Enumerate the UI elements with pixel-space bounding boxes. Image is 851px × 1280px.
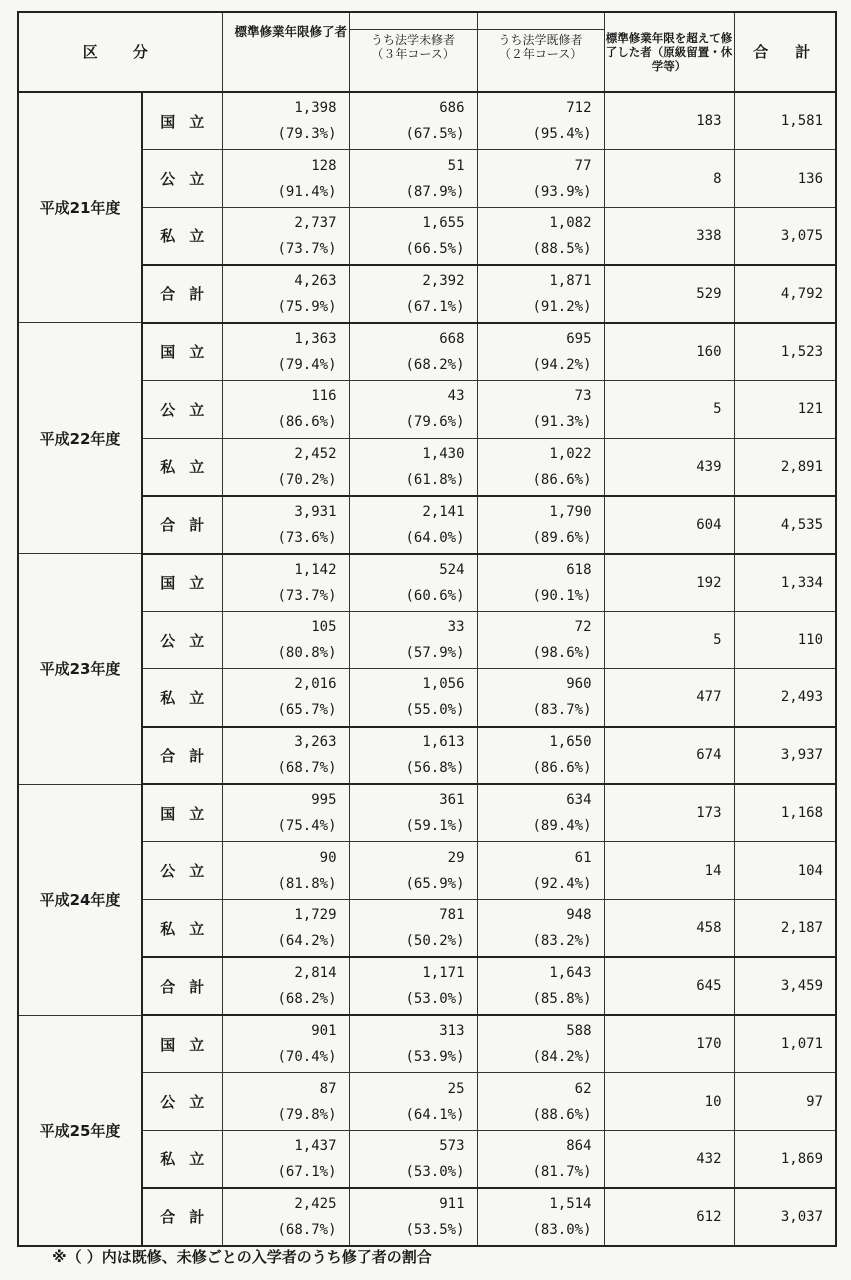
studied-cell — [477, 1073, 604, 1131]
unstudied-count: 781 — [439, 907, 465, 924]
table-row — [18, 92, 836, 150]
unstudied-percent: (55.0%) — [405, 702, 465, 719]
school-type: 公立 — [142, 611, 222, 669]
studied-percent: (86.6%) — [532, 760, 592, 777]
over-count: 674 — [604, 727, 734, 785]
unstudied-cell — [349, 1073, 477, 1131]
standard-count: 2,814 — [294, 965, 337, 982]
unstudied-cell — [349, 207, 477, 265]
school-type: 私立 — [142, 669, 222, 727]
studied-cell — [477, 207, 604, 265]
unstudied-cell — [349, 496, 477, 554]
standard-cell — [222, 727, 349, 785]
unstudied-percent: (67.5%) — [405, 126, 465, 143]
header-total: 合 計 — [734, 12, 836, 92]
unstudied-count: 1,171 — [422, 965, 465, 982]
header-standard: 標準修業年限修了者 — [222, 12, 349, 92]
standard-cell — [222, 92, 349, 150]
school-type: 合計 — [142, 496, 222, 554]
standard-cell — [222, 1130, 349, 1188]
unstudied-percent: (50.2%) — [405, 933, 465, 950]
studied-cell — [477, 323, 604, 381]
standard-count: 2,452 — [294, 445, 337, 462]
school-type: 国立 — [142, 1015, 222, 1073]
school-type: 公立 — [142, 842, 222, 900]
unstudied-count: 33 — [447, 619, 465, 636]
school-type: 合計 — [142, 265, 222, 323]
over-count: 604 — [604, 496, 734, 554]
over-count: 529 — [604, 265, 734, 323]
studied-cell — [477, 842, 604, 900]
school-type: 合計 — [142, 1188, 222, 1246]
unstudied-count: 1,613 — [422, 734, 465, 751]
unstudied-percent: (64.1%) — [405, 1106, 465, 1123]
studied-percent: (83.7%) — [532, 702, 592, 719]
unstudied-cell — [349, 611, 477, 669]
standard-cell — [222, 265, 349, 323]
standard-count: 105 — [311, 619, 337, 636]
studied-cell — [477, 900, 604, 958]
standard-percent: (64.2%) — [277, 933, 337, 950]
school-type: 公立 — [142, 380, 222, 438]
unstudied-percent: (64.0%) — [405, 529, 465, 546]
studied-cell — [477, 92, 604, 150]
studied-count: 1,082 — [549, 214, 592, 231]
unstudied-count: 668 — [439, 330, 465, 347]
standard-count: 128 — [311, 157, 337, 174]
unstudied-cell — [349, 784, 477, 842]
studied-cell — [477, 1188, 604, 1246]
studied-count: 72 — [574, 619, 592, 636]
unstudied-count: 573 — [439, 1137, 465, 1154]
unstudied-count: 1,430 — [422, 445, 465, 462]
year-label: 平成24年度 — [18, 784, 142, 1015]
standard-cell — [222, 207, 349, 265]
studied-percent: (98.6%) — [532, 645, 592, 662]
standard-count: 4,263 — [294, 272, 337, 289]
studied-count: 77 — [574, 157, 592, 174]
standard-cell — [222, 784, 349, 842]
unstudied-percent: (67.1%) — [405, 298, 465, 315]
unstudied-count: 29 — [447, 849, 465, 866]
studied-count: 588 — [566, 1023, 592, 1040]
total-count: 136 — [734, 150, 836, 208]
total-count: 2,891 — [734, 438, 836, 496]
total-count: 2,187 — [734, 900, 836, 958]
school-type: 国立 — [142, 554, 222, 612]
standard-percent: (65.7%) — [277, 702, 337, 719]
standard-percent: (68.2%) — [277, 991, 337, 1008]
standard-count: 995 — [311, 792, 337, 809]
standard-count: 901 — [311, 1023, 337, 1040]
unstudied-cell — [349, 900, 477, 958]
header-unstudied-label: うち法学未修者 — [371, 33, 456, 47]
total-count: 4,535 — [734, 496, 836, 554]
unstudied-count: 1,056 — [422, 676, 465, 693]
unstudied-percent: (59.1%) — [405, 818, 465, 835]
unstudied-count: 313 — [439, 1023, 465, 1040]
school-type: 私立 — [142, 438, 222, 496]
standard-cell — [222, 554, 349, 612]
total-count: 104 — [734, 842, 836, 900]
standard-percent: (73.7%) — [277, 240, 337, 257]
studied-count: 695 — [566, 330, 592, 347]
studied-percent: (95.4%) — [532, 126, 592, 143]
unstudied-cell — [349, 957, 477, 1015]
studied-percent: (89.4%) — [532, 818, 592, 835]
studied-count: 1,871 — [549, 272, 592, 289]
school-type: 合計 — [142, 727, 222, 785]
header-studied-label: うち法学既修者 — [498, 33, 583, 47]
studied-percent: (91.3%) — [532, 414, 592, 431]
over-count: 5 — [604, 611, 734, 669]
studied-cell — [477, 1130, 604, 1188]
unstudied-percent: (65.9%) — [405, 875, 465, 892]
year-label: 平成21年度 — [18, 92, 142, 323]
standard-percent: (70.4%) — [277, 1049, 337, 1066]
standard-cell — [222, 1188, 349, 1246]
standard-percent: (68.7%) — [277, 1221, 337, 1238]
over-count: 432 — [604, 1130, 734, 1188]
total-count: 1,071 — [734, 1015, 836, 1073]
school-type: 国立 — [142, 784, 222, 842]
standard-count: 3,263 — [294, 734, 337, 751]
standard-percent: (73.7%) — [277, 587, 337, 604]
studied-percent: (91.2%) — [532, 298, 592, 315]
standard-cell — [222, 1073, 349, 1131]
over-count: 192 — [604, 554, 734, 612]
unstudied-percent: (79.6%) — [405, 414, 465, 431]
standard-percent: (68.7%) — [277, 760, 337, 777]
total-count: 4,792 — [734, 265, 836, 323]
unstudied-count: 43 — [447, 388, 465, 405]
total-count: 3,937 — [734, 727, 836, 785]
total-count: 1,168 — [734, 784, 836, 842]
unstudied-percent: (53.5%) — [405, 1221, 465, 1238]
header-studied-sub: （２年コース） — [498, 47, 583, 61]
unstudied-cell — [349, 1130, 477, 1188]
studied-count: 73 — [574, 388, 592, 405]
unstudied-percent: (87.9%) — [405, 183, 465, 200]
studied-count: 712 — [566, 100, 592, 117]
studied-percent: (90.1%) — [532, 587, 592, 604]
over-count: 173 — [604, 784, 734, 842]
standard-count: 3,931 — [294, 503, 337, 520]
studied-count: 1,022 — [549, 445, 592, 462]
year-label: 平成25年度 — [18, 1015, 142, 1246]
studied-percent: (94.2%) — [532, 356, 592, 373]
standard-count: 90 — [319, 849, 337, 866]
studied-percent: (81.7%) — [532, 1163, 592, 1180]
standard-percent: (67.1%) — [277, 1163, 337, 1180]
over-count: 10 — [604, 1073, 734, 1131]
over-count: 458 — [604, 900, 734, 958]
unstudied-count: 911 — [439, 1195, 465, 1212]
standard-cell — [222, 611, 349, 669]
studied-percent: (84.2%) — [532, 1049, 592, 1066]
standard-percent: (70.2%) — [277, 471, 337, 488]
studied-count: 618 — [566, 561, 592, 578]
studied-count: 948 — [566, 907, 592, 924]
total-count: 1,523 — [734, 323, 836, 381]
standard-cell — [222, 900, 349, 958]
over-count: 14 — [604, 842, 734, 900]
total-count: 1,334 — [734, 554, 836, 612]
standard-cell — [222, 1015, 349, 1073]
unstudied-count: 1,655 — [422, 214, 465, 231]
unstudied-cell — [349, 669, 477, 727]
header-over: 標準修業年限を超えて修了した者（原級留置・休学等） — [604, 12, 734, 92]
studied-cell — [477, 265, 604, 323]
unstudied-cell — [349, 1015, 477, 1073]
over-count: 5 — [604, 380, 734, 438]
school-type: 私立 — [142, 207, 222, 265]
studied-percent: (88.6%) — [532, 1106, 592, 1123]
year-label: 平成22年度 — [18, 323, 142, 554]
unstudied-cell — [349, 438, 477, 496]
table-row — [18, 784, 836, 842]
unstudied-percent: (53.0%) — [405, 991, 465, 1008]
standard-percent: (75.4%) — [277, 818, 337, 835]
unstudied-cell — [349, 265, 477, 323]
standard-percent: (75.9%) — [277, 298, 337, 315]
standard-count: 2,016 — [294, 676, 337, 693]
total-count: 3,037 — [734, 1188, 836, 1246]
unstudied-count: 51 — [447, 157, 465, 174]
studied-cell — [477, 957, 604, 1015]
over-count: 183 — [604, 92, 734, 150]
over-count: 645 — [604, 957, 734, 1015]
standard-percent: (79.3%) — [277, 126, 337, 143]
standard-count: 2,425 — [294, 1195, 337, 1212]
over-count: 612 — [604, 1188, 734, 1246]
table-row — [18, 554, 836, 612]
standard-percent: (80.8%) — [277, 645, 337, 662]
unstudied-cell — [349, 727, 477, 785]
studied-cell — [477, 727, 604, 785]
table-row — [18, 323, 836, 381]
over-count: 439 — [604, 438, 734, 496]
unstudied-cell — [349, 842, 477, 900]
standard-cell — [222, 438, 349, 496]
unstudied-count: 686 — [439, 100, 465, 117]
standard-count: 116 — [311, 388, 337, 405]
unstudied-percent: (57.9%) — [405, 645, 465, 662]
school-type: 私立 — [142, 900, 222, 958]
unstudied-percent: (66.5%) — [405, 240, 465, 257]
studied-count: 1,650 — [549, 734, 592, 751]
school-type: 合計 — [142, 957, 222, 1015]
over-count: 160 — [604, 323, 734, 381]
studied-count: 1,643 — [549, 965, 592, 982]
total-count: 1,869 — [734, 1130, 836, 1188]
over-count: 170 — [604, 1015, 734, 1073]
unstudied-percent: (60.6%) — [405, 587, 465, 604]
table-row — [18, 1015, 836, 1073]
studied-cell — [477, 784, 604, 842]
studied-cell — [477, 150, 604, 208]
studied-cell — [477, 669, 604, 727]
studied-percent: (93.9%) — [532, 183, 592, 200]
unstudied-cell — [349, 150, 477, 208]
standard-percent: (86.6%) — [277, 414, 337, 431]
header-unstudied-sub: （３年コース） — [371, 47, 455, 61]
unstudied-count: 25 — [447, 1080, 465, 1097]
studied-percent: (83.2%) — [532, 933, 592, 950]
studied-percent: (85.8%) — [532, 991, 592, 1008]
standard-count: 1,437 — [294, 1137, 337, 1154]
total-count: 1,581 — [734, 92, 836, 150]
standard-count: 1,363 — [294, 330, 337, 347]
over-count: 8 — [604, 150, 734, 208]
standard-count: 87 — [319, 1080, 337, 1097]
total-count: 97 — [734, 1073, 836, 1131]
studied-count: 1,514 — [549, 1195, 592, 1212]
studied-count: 61 — [574, 849, 592, 866]
standard-cell — [222, 957, 349, 1015]
total-count: 3,075 — [734, 207, 836, 265]
total-count: 3,459 — [734, 957, 836, 1015]
unstudied-percent: (53.0%) — [405, 1163, 465, 1180]
total-count: 2,493 — [734, 669, 836, 727]
studied-percent: (86.6%) — [532, 471, 592, 488]
studied-count: 960 — [566, 676, 592, 693]
unstudied-cell — [349, 554, 477, 612]
standard-cell — [222, 323, 349, 381]
over-count: 477 — [604, 669, 734, 727]
standard-percent: (79.8%) — [277, 1106, 337, 1123]
studied-percent: (88.5%) — [532, 240, 592, 257]
unstudied-count: 524 — [439, 561, 465, 578]
studied-cell — [477, 1015, 604, 1073]
school-type: 公立 — [142, 1073, 222, 1131]
unstudied-count: 2,141 — [422, 503, 465, 520]
studied-count: 634 — [566, 792, 592, 809]
studied-percent: (89.6%) — [532, 529, 592, 546]
unstudied-percent: (61.8%) — [405, 471, 465, 488]
unstudied-count: 361 — [439, 792, 465, 809]
standard-count: 1,142 — [294, 561, 337, 578]
standard-cell — [222, 496, 349, 554]
total-count: 121 — [734, 380, 836, 438]
unstudied-cell — [349, 92, 477, 150]
studied-cell — [477, 380, 604, 438]
school-type: 私立 — [142, 1130, 222, 1188]
unstudied-percent: (56.8%) — [405, 760, 465, 777]
standard-percent: (79.4%) — [277, 356, 337, 373]
header-category: 区 分 — [18, 12, 222, 92]
studied-percent: (92.4%) — [532, 875, 592, 892]
standard-cell — [222, 380, 349, 438]
year-label: 平成23年度 — [18, 554, 142, 785]
footnote: ※（ ）内は既修、未修ごとの入学者のうち修了者の割合 — [52, 1248, 432, 1266]
table-body — [18, 92, 836, 1246]
header-studied — [477, 12, 604, 92]
studied-cell — [477, 611, 604, 669]
studied-cell — [477, 554, 604, 612]
unstudied-cell — [349, 380, 477, 438]
standard-count: 2,737 — [294, 214, 337, 231]
unstudied-percent: (53.9%) — [405, 1049, 465, 1066]
unstudied-cell — [349, 1188, 477, 1246]
over-count: 338 — [604, 207, 734, 265]
studied-cell — [477, 496, 604, 554]
school-type: 公立 — [142, 150, 222, 208]
standard-percent: (91.4%) — [277, 183, 337, 200]
studied-count: 62 — [574, 1080, 592, 1097]
header-unstudied — [349, 12, 477, 92]
studied-count: 1,790 — [549, 503, 592, 520]
standard-percent: (81.8%) — [277, 875, 337, 892]
total-count: 110 — [734, 611, 836, 669]
studied-cell — [477, 438, 604, 496]
school-type: 国立 — [142, 323, 222, 381]
school-type: 国立 — [142, 92, 222, 150]
standard-percent: (73.6%) — [277, 529, 337, 546]
unstudied-cell — [349, 323, 477, 381]
standard-cell — [222, 669, 349, 727]
standard-count: 1,729 — [294, 907, 337, 924]
standard-cell — [222, 150, 349, 208]
unstudied-percent: (68.2%) — [405, 356, 465, 373]
completion-table — [17, 11, 837, 1247]
header-row — [18, 12, 836, 92]
unstudied-count: 2,392 — [422, 272, 465, 289]
studied-count: 864 — [566, 1137, 592, 1154]
standard-cell — [222, 842, 349, 900]
standard-count: 1,398 — [294, 100, 337, 117]
studied-percent: (83.0%) — [532, 1221, 592, 1238]
